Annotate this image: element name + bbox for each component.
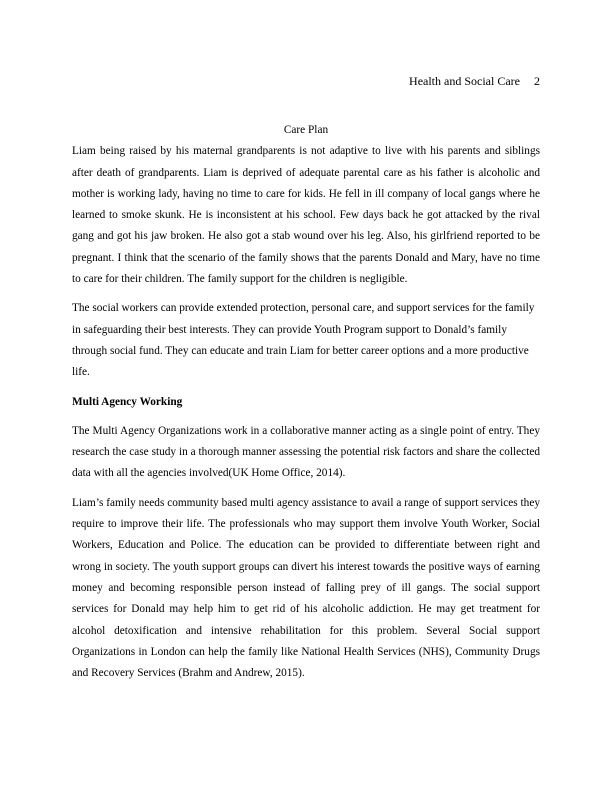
page-number: 2 xyxy=(534,74,540,88)
paragraph-case-summary: Liam being raised by his maternal grandparents is not adaptive to live with his parents and siblings after death of grandparents. Liam is deprived of adequate parental care as his father is alcoholic and mother is working lady, having no time to care for kids. He fell in ill company of local gangs where he learned to smoke skunk. He is inconsistent at his school. Few days back he got attacked by the rival gang and got his jaw broken. He also got a stab wound over his leg. Also, his girlfriend reported to be pregnant. I think that the scenario of the family shows that the parents Donald and Mary, have no time to care for their children. The family support for the children is negligible. xyxy=(72,145,540,286)
section-heading-multi-agency: Multi Agency Working xyxy=(72,395,183,408)
page-header xyxy=(409,73,540,89)
document-title: Care Plan xyxy=(283,124,329,136)
paragraph-multi-agency-organizations: The Multi Agency Organizations work in a collaborative manner acting as a single point of entry. They research the case study in a thorough manner assessing the potential risk factors and share the collected data with all the agencies involved(UK Home Office, 2014). xyxy=(72,424,540,480)
paragraph-community-assistance: Liam’s family needs community based multi agency assistance to avail a range of support services they require to improve their life. The professionals who may support them involve Youth Worker, Social Workers, Education and Police. The education can be provided to differentiate between right and wrong in society. The youth support groups can divert his interest towards the positive ways of earning money and becoming responsible person instead of falling prey of ill gangs. The social support services for Donald may help him to get rid of his alcoholic addiction. He may get treatment for alcohol detoxification and intensive rehabilitation for this problem. Several Social support Organizations in London can help the family like National Health Services (NHS), Community Drugs and Recovery Services (Brahm and Andrew, 2015). xyxy=(72,496,540,680)
running-title: Health and Social Care xyxy=(409,74,520,88)
document-body xyxy=(72,120,540,692)
paragraph-social-workers: The social workers can provide extended protection, personal care, and support services for the family in safeguarding their best interests. They can provide Youth Program support to Donald’s family through social fund. They can educate and train Liam for better career options and a more productive life. xyxy=(72,302,535,379)
